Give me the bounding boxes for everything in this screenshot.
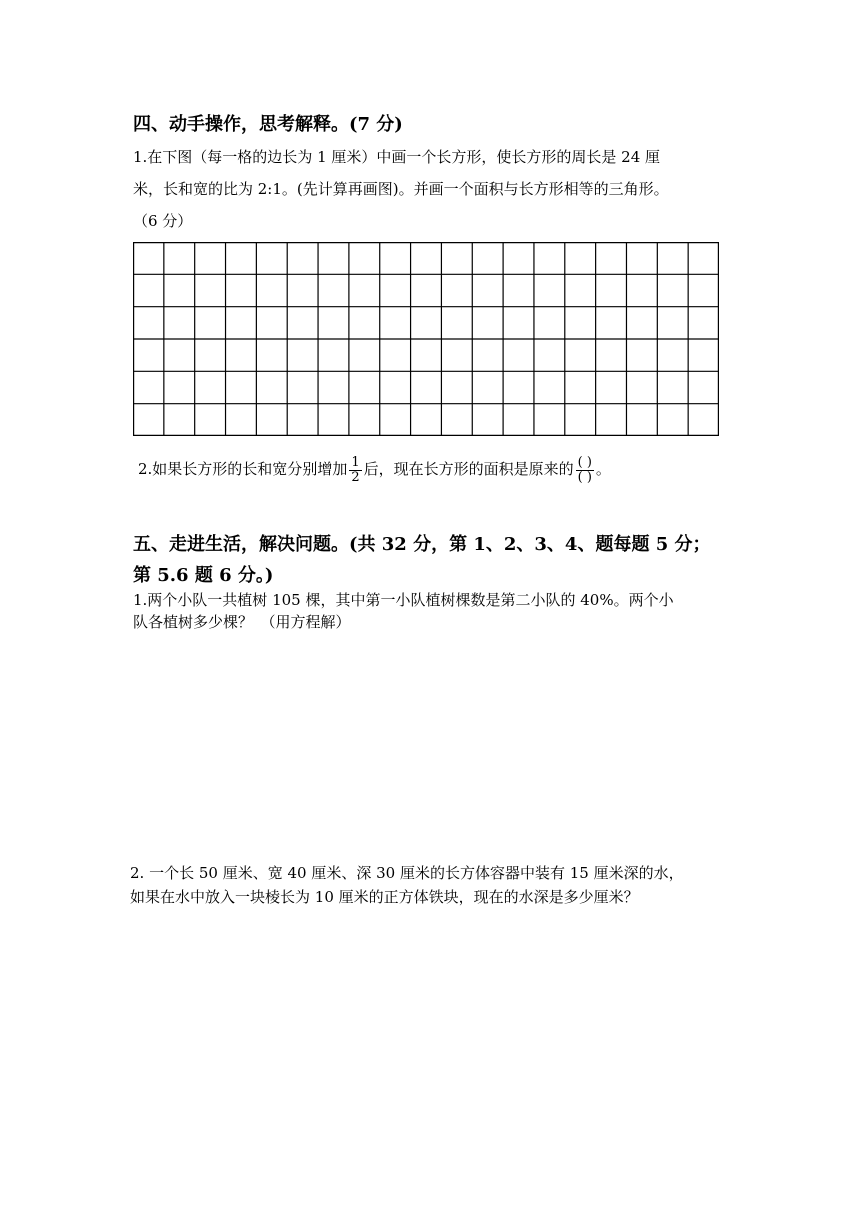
q4-1-line-2: 米，长和宽的比为 2:1。(先计算再画图)。并画一个面积与长方形相等的三角形。 (133, 180, 669, 198)
section-4-title: 四、动手操作，思考解释。(7 分) (133, 114, 403, 135)
fraction-denominator: 2 (351, 469, 360, 485)
q4-1-line-3: （6 分） (133, 212, 193, 230)
q4-2-prefix: 2.如果长方形的长和宽分别增加 (138, 460, 348, 478)
section-5-title-line-1: 五、走进生活，解决问题。(共 32 分，第 1、2、3、4、题每题 5 分； (133, 534, 711, 555)
q5-1-line-1: 1.两个小队一共植树 105 棵，其中第一小队植树棵数是第二小队的 40%。两个小 (133, 591, 674, 609)
q5-1-line-2: 队各植树多少棵？ （用方程解） (133, 613, 351, 631)
square-grid (133, 242, 719, 436)
q4-2 (138, 448, 611, 490)
q4-2-suffix: 。 (595, 460, 611, 478)
one-half-fraction (349, 456, 361, 485)
section-5-title-line-2: 第 5.6 题 6 分。) (133, 565, 274, 586)
answer-blank-fraction (576, 456, 594, 485)
q5-2-line-1: 2. 一个长 50 厘米、宽 40 厘米、深 30 厘米的长方体容器中装有 15 厘米深的水， (130, 864, 684, 882)
q4-2-middle: 后，现在长方形的面积是原来的 (363, 460, 574, 478)
fraction-numerator: 1 (351, 454, 360, 470)
blank-denominator: ( ) (577, 469, 592, 485)
q4-1-line-1: 1.在下图（每一格的边长为 1 厘米）中画一个长方形，使长方形的周长是 24 厘 (133, 148, 661, 166)
blank-numerator: ( ) (577, 454, 592, 470)
q5-2-line-2: 如果在水中放入一块棱长为 10 厘米的正方体铁块，现在的水深是多少厘米？ (130, 888, 639, 906)
